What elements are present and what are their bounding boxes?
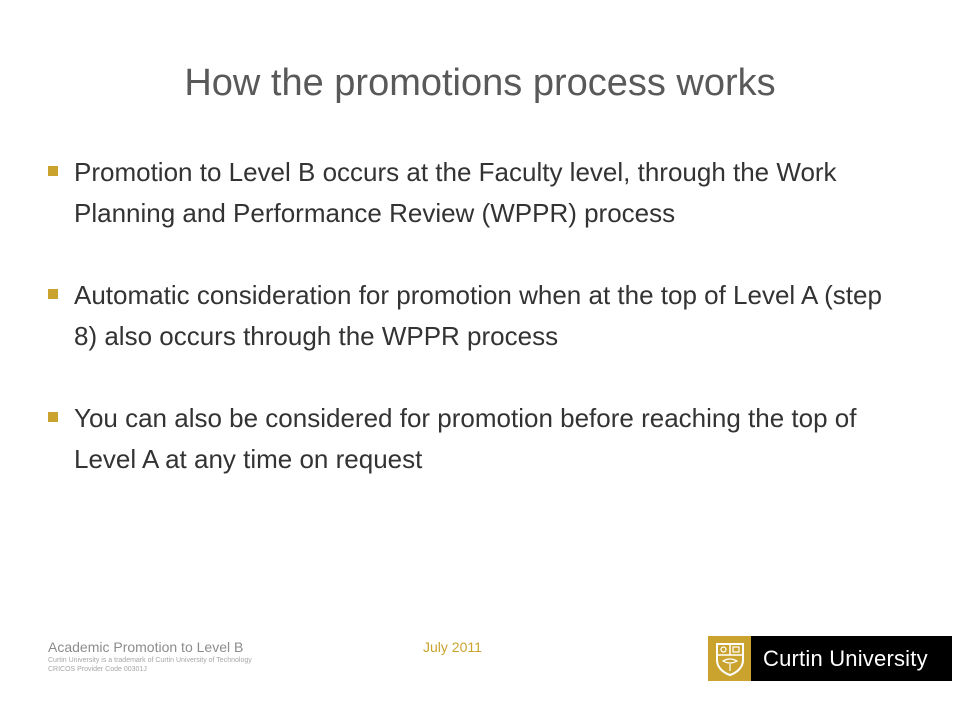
slide-title: How the promotions process works (184, 62, 776, 104)
square-bullet-icon (48, 412, 58, 422)
brand-name: Curtin University (751, 636, 952, 681)
footer-date: July 2011 (423, 639, 482, 655)
square-bullet-icon (48, 289, 58, 299)
bullet-text: Promotion to Level B occurs at the Faculty level, through the Work Planning and Performance Review (WPPR) process (74, 157, 837, 228)
square-bullet-icon (48, 166, 58, 176)
curtin-logo (708, 636, 952, 681)
bullet-item (48, 152, 908, 234)
footer-title: Academic Promotion to Level B (48, 639, 244, 655)
footer-cricos: CRICOS Provider Code 00301J (48, 666, 147, 673)
bullet-text: You can also be considered for promotion before reaching the top of Level A at any time on request (74, 403, 857, 474)
footer-trademark: Curtin University is a trademark of Curtin University of Technology (48, 657, 252, 664)
bullet-item (48, 275, 908, 357)
bullet-list (48, 152, 908, 480)
bullet-item (48, 398, 908, 480)
bullet-text: Automatic consideration for promotion when at the top of Level A (step 8) also occurs through the WPPR process (74, 280, 882, 351)
curtin-crest-icon (708, 636, 751, 681)
footer-info (48, 638, 252, 674)
